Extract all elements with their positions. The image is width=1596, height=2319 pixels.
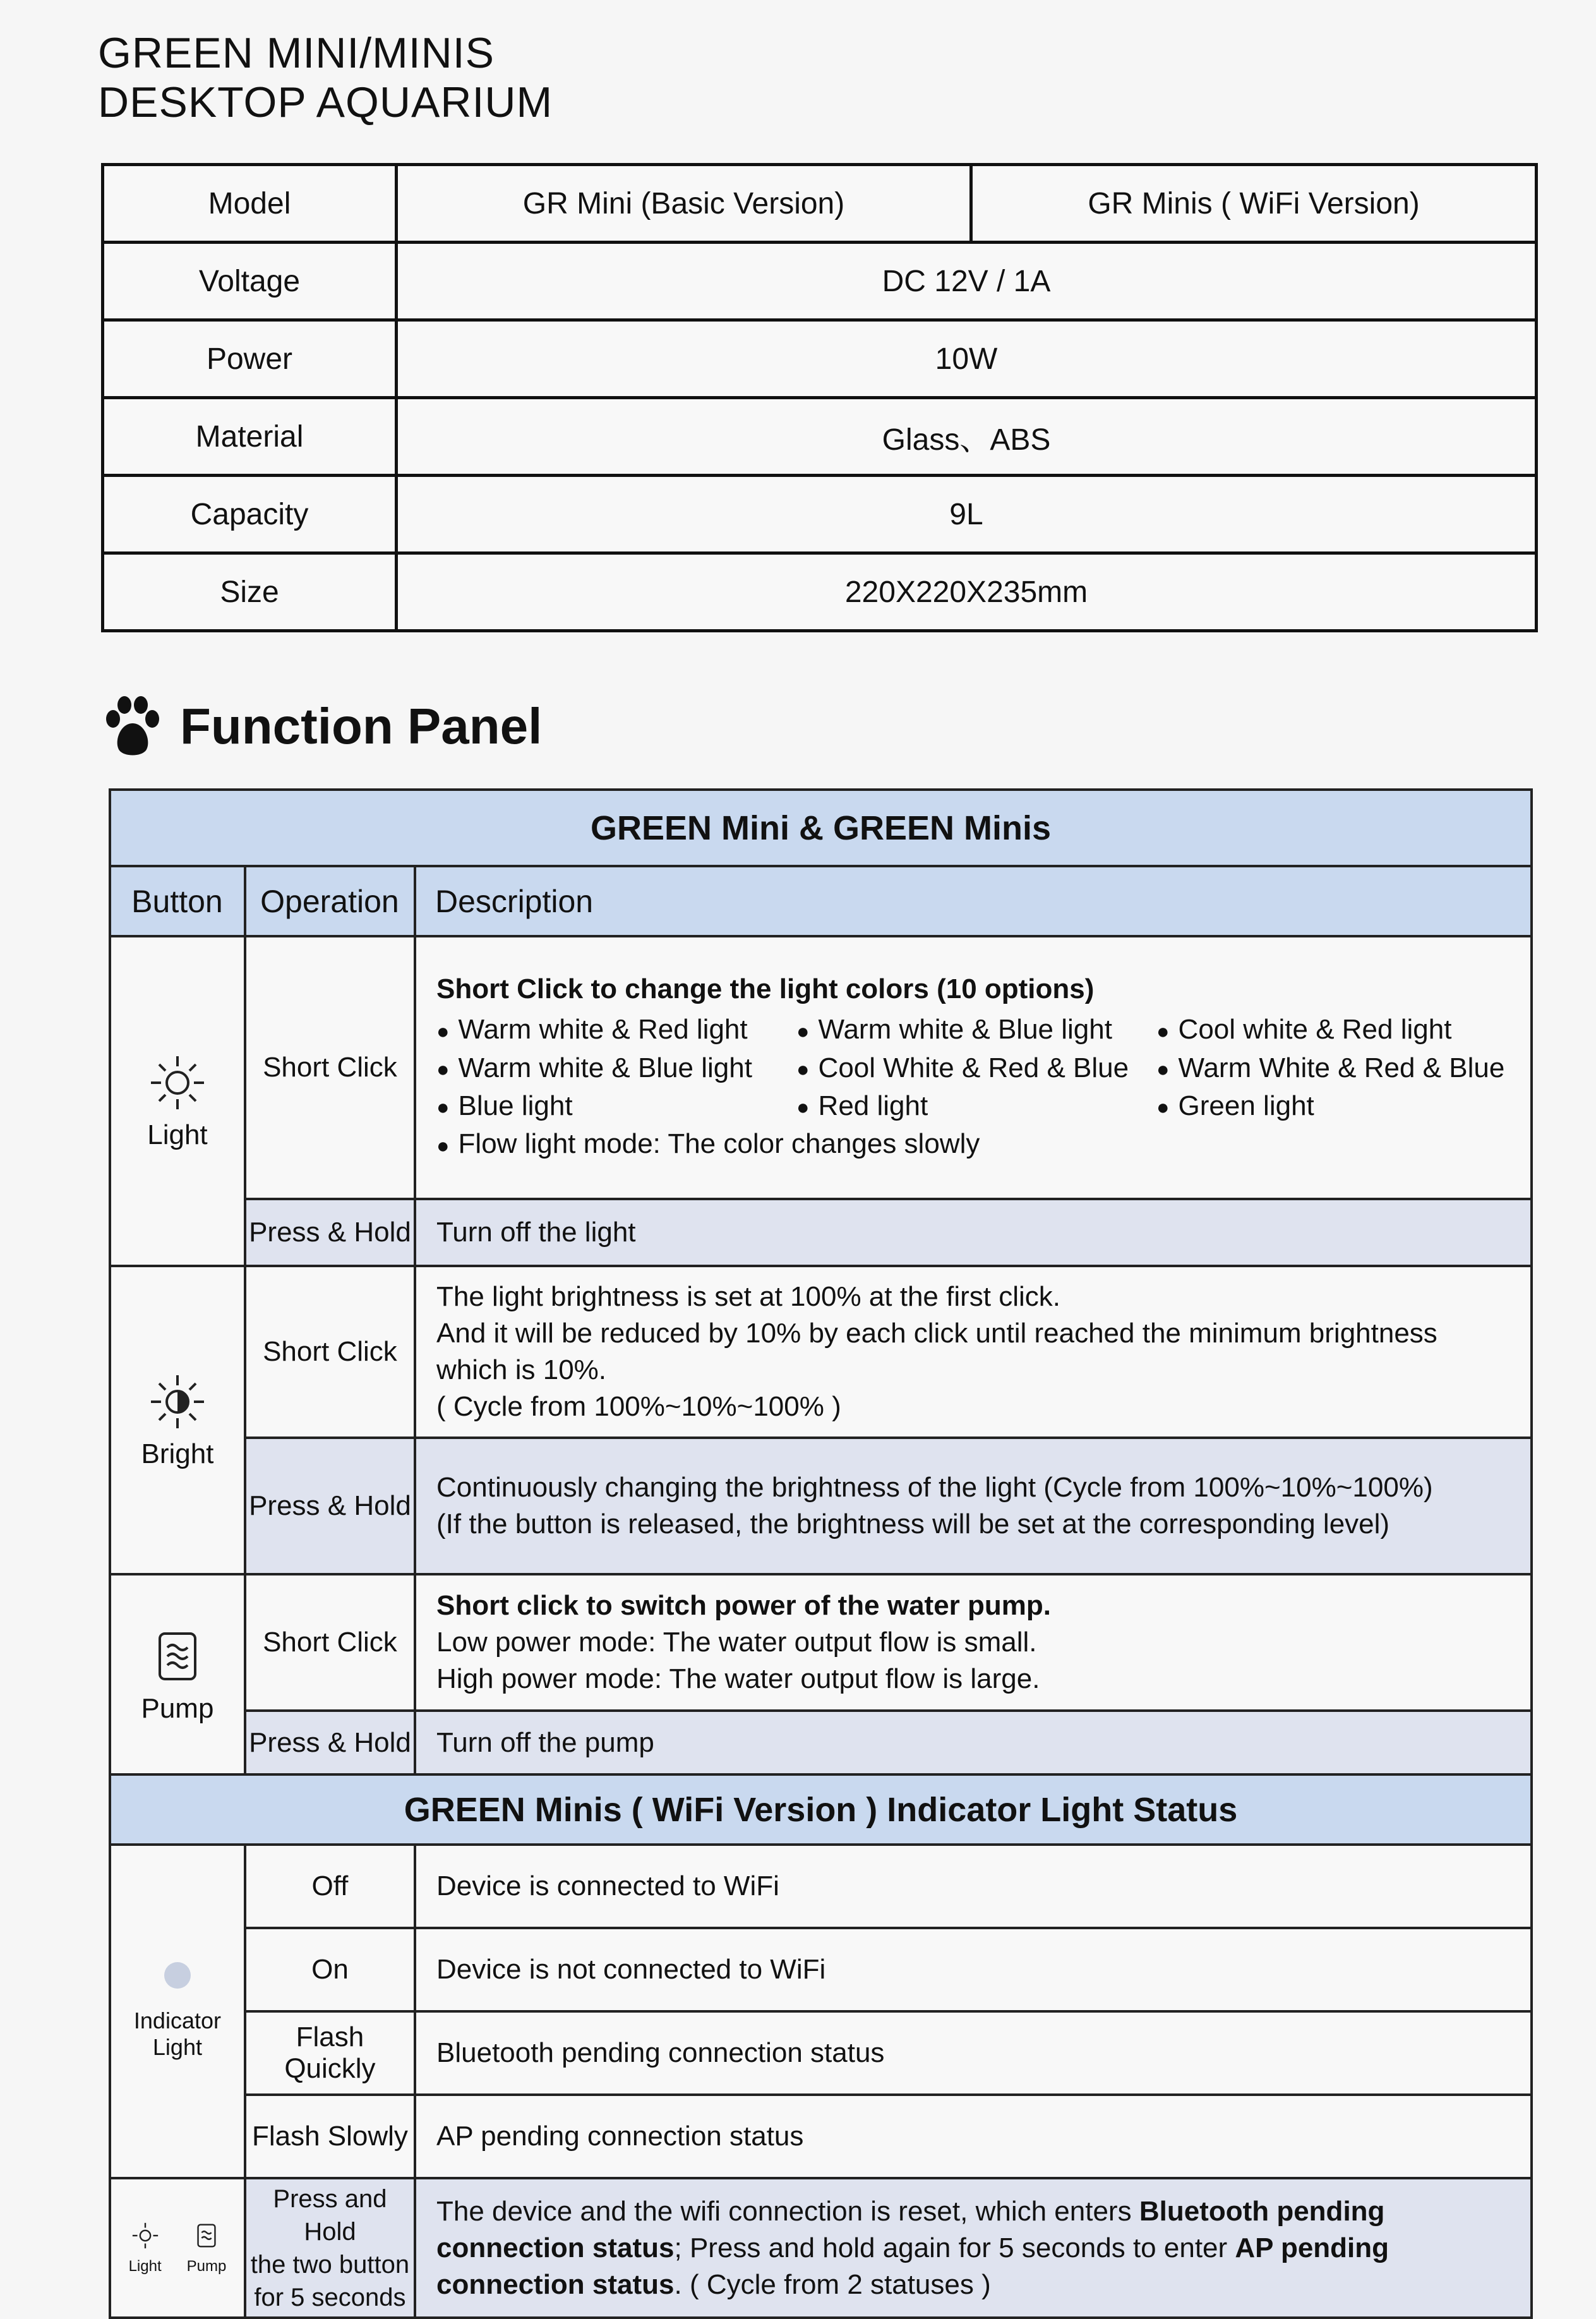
bright-press-desc [415, 1438, 1532, 1574]
reset-pump-label: Pump [186, 2258, 227, 2275]
desc-line: Low power mode: The water output flow is small. [436, 1627, 1037, 1658]
light-option: ● Warm white & Red light [436, 1011, 796, 1049]
bright-button-cell [110, 1266, 245, 1574]
reset-button-cell [110, 2178, 245, 2318]
light-icon [146, 1051, 209, 1114]
pump-press-row [110, 1711, 1532, 1774]
desc-line: The light brightness is set at 100% at the first click. [436, 1281, 1061, 1312]
light-option: ● Blue light [436, 1088, 796, 1126]
light-short-desc [415, 936, 1532, 1199]
spec-row [103, 553, 1537, 631]
bright-press-row [110, 1438, 1532, 1574]
light-option: ● Warm White & Red & Blue [1156, 1050, 1510, 1088]
pump-icon [191, 2220, 222, 2251]
light-flow-mode: ● Flow light mode: The color changes slowly [436, 1126, 1510, 1164]
indicator-button-cell [110, 1845, 245, 2178]
spec-value: 220X220X235mm [397, 553, 1537, 631]
function-table-header [110, 866, 1532, 936]
spec-row [103, 243, 1537, 320]
desc-line: ( Cycle from 100%~10%~100% ) [436, 1391, 841, 1422]
col-button: Button [110, 866, 245, 936]
desc-part: The device and the wifi connection is reset, which enters [436, 2195, 1132, 2227]
function-table [109, 788, 1533, 2319]
desc-line: High power mode: The water output flow is large. [436, 1663, 1040, 1694]
paw-icon [104, 695, 161, 758]
spec-label: Voltage [103, 243, 397, 320]
spec-row [103, 398, 1537, 476]
spec-label: Power [103, 320, 397, 398]
spec-row [103, 320, 1537, 398]
indicator-light-icon [164, 1962, 191, 1989]
light-label: Light [147, 1119, 208, 1150]
light-option: ● Warm white & Blue light [436, 1050, 796, 1088]
spec-model-basic: GR Mini (Basic Version) [397, 165, 971, 243]
indicator-desc: Device is connected to WiFi [415, 1845, 1532, 1928]
spec-label: Material [103, 398, 397, 476]
indicator-desc: Device is not connected to WiFi [415, 1928, 1532, 2011]
light-option: ● Green light [1156, 1088, 1510, 1126]
reset-operation [245, 2178, 415, 2318]
indicator-desc: AP pending connection status [415, 2095, 1532, 2178]
desc-line: Short click to switch power of the water pump. [436, 1590, 1052, 1621]
op-line: Press and Hold [273, 2184, 387, 2246]
desc-part-bold: Bluetooth pending [1139, 2195, 1385, 2227]
indicator-desc: Bluetooth pending connection status [415, 2011, 1532, 2095]
spec-value: DC 12V / 1A [397, 243, 1537, 320]
op-line: the two button [250, 2250, 410, 2279]
operation-short-click: Short Click [245, 1266, 415, 1438]
spec-label: Size [103, 553, 397, 631]
desc-line: And it will be reduced by 10% by each click until reached the minimum brightness which is 10%. [436, 1318, 1437, 1385]
indicator-op: Flash Slowly [245, 2095, 415, 2178]
spec-value: 9L [397, 476, 1537, 553]
indicator-op: Flash Quickly [245, 2011, 415, 2095]
operation-short-click: Short Click [245, 1574, 415, 1711]
operation-press-hold: Press & Hold [245, 1438, 415, 1574]
spec-label: Capacity [103, 476, 397, 553]
reset-desc [415, 2178, 1532, 2318]
indicator-op: On [245, 1928, 415, 2011]
pump-label: Pump [141, 1692, 214, 1724]
operation-short-click: Short Click [245, 936, 415, 1199]
light-press-row [110, 1199, 1532, 1266]
pump-button-cell [110, 1574, 245, 1774]
indicator-op: Off [245, 1845, 415, 1928]
bright-label: Bright [141, 1438, 214, 1469]
desc-part-bold: connection status [436, 2232, 675, 2263]
title-line-1: GREEN MINI/MINIS [98, 29, 495, 77]
pump-press-desc: Turn off the pump [415, 1711, 1532, 1774]
title-line-2: DESKTOP AQUARIUM [98, 78, 553, 126]
desc-part-bold: AP pending connection [436, 2232, 1389, 2300]
reset-row [110, 2178, 1532, 2318]
light-button-cell [110, 936, 245, 1266]
light-short-row [110, 936, 1532, 1199]
spec-row [103, 476, 1537, 553]
pump-short-row [110, 1574, 1532, 1711]
spec-value: 10W [397, 320, 1537, 398]
reset-light-label: Light [128, 2258, 162, 2275]
indicator-label-line: Indicator [133, 2008, 221, 2033]
pump-short-desc [415, 1574, 1532, 1711]
col-operation: Operation [245, 866, 415, 936]
bright-short-desc [415, 1266, 1532, 1438]
desc-part-bold: status [592, 2268, 675, 2300]
pump-icon [146, 1625, 209, 1688]
indicator-row [110, 1928, 1532, 2011]
spec-value: Glass、ABS [397, 398, 1537, 476]
desc-line: (If the button is released, the brightness will be set at the corresponding level) [436, 1509, 1390, 1539]
op-line: for 5 seconds [254, 2283, 406, 2311]
spec-model-wifi: GR Minis ( WiFi Version) [971, 165, 1537, 243]
light-color-options [436, 1011, 1510, 1126]
function-panel-heading [104, 689, 542, 764]
indicator-row [110, 2095, 1532, 2178]
spec-row-model [103, 165, 1537, 243]
operation-press-hold: Press & Hold [245, 1199, 415, 1266]
indicator-label-line: Light [152, 2034, 202, 2060]
light-press-desc: Turn off the light [415, 1199, 1532, 1266]
operation-press-hold: Press & Hold [245, 1711, 415, 1774]
light-icon [130, 2220, 160, 2251]
brightness-icon [146, 1370, 209, 1433]
col-description: Description [415, 866, 1532, 936]
bright-short-row [110, 1266, 1532, 1438]
function-table-title: GREEN Mini & GREEN Minis [110, 790, 1532, 866]
indicator-row [110, 1845, 1532, 1928]
light-short-title: Short Click to change the light colors (10 options) [436, 973, 1095, 1005]
function-panel-title: Function Panel [180, 698, 543, 754]
light-option: ● Cool White & Red & Blue [796, 1050, 1156, 1088]
indicator-row [110, 2011, 1532, 2095]
light-option: ● Cool white & Red light [1156, 1011, 1510, 1049]
spec-label: Model [103, 165, 397, 243]
light-option: ● Red light [796, 1088, 1156, 1126]
spec-table [101, 163, 1538, 632]
document-title [98, 28, 553, 127]
indicator-table-title: GREEN Minis ( WiFi Version ) Indicator Light Status [110, 1774, 1532, 1845]
desc-part: ; Press and hold again for 5 seconds to enter [674, 2232, 1228, 2263]
desc-part: . ( Cycle from 2 statuses ) [674, 2268, 991, 2300]
desc-line: Continuously changing the brightness of the light (Cycle from 100%~10%~100%) [436, 1472, 1433, 1503]
light-option: ● Warm white & Blue light [796, 1011, 1156, 1049]
